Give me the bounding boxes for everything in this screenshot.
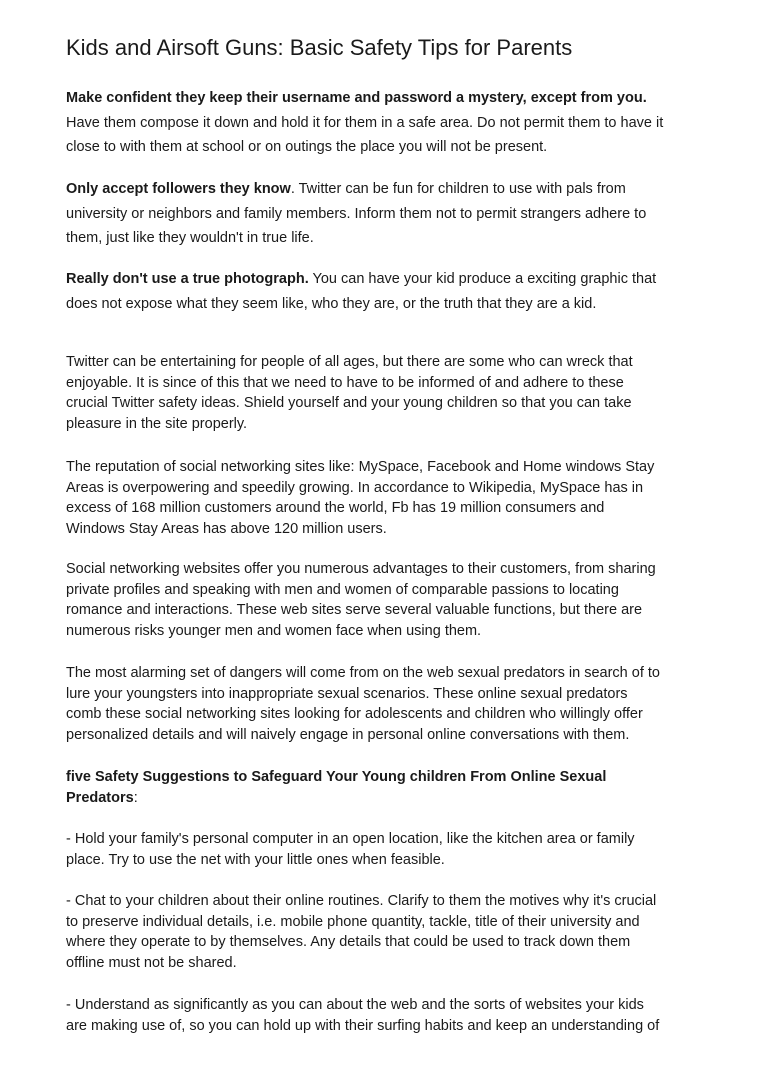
suggestions-heading-suffix: :	[133, 789, 138, 806]
body-paragraph: The most alarming set of dangers will come from on the web sexual predators in search of to lure your youngsters into inappropriate sexual scenarios. These online sexual predators comb these social networking sites looking for adolescents and children who willingly offer personalized details and will naively engage in personal online conversations with them.	[66, 665, 660, 743]
body-paragraph: The reputation of social networking sites like: MySpace, Facebook and Home windows Stay Areas is overpowering and speedily growing. In accordance to Wikipedia, MySpace has in excess of 168 million customers around the world, Fb has 19 million consumers and Windows Stay Areas has above 120 million users.	[66, 459, 655, 537]
suggestions-heading-text: five Safety Suggestions to Safeguard Your Young children From Online Sexual Predators	[66, 769, 607, 806]
tip-paragraph	[66, 86, 712, 160]
suggestion-item: - Chat to your children about their online routines. Clarify to them the motives why it's crucial to preserve individual details, i.e. mobile phone quantity, tackle, title of their university and where they operate to by themselves. Any details that could be used to track down them offline must not be shared.	[66, 893, 657, 971]
tip-body: Have them compose it down and hold it for them in a safe area. Do not permit them to have it close to with them at school or on outings the place you will not be present.	[66, 114, 664, 155]
tip-paragraph	[66, 177, 712, 251]
body-paragraph: Twitter can be entertaining for people of all ages, but there are some who can wreck that enjoyable. It is since of this that we need to have to be informed of and adhere to these crucial Twitter safety ideas. Shield yourself and your young children so that you can take pleasure in the site properly.	[66, 354, 633, 432]
suggestion-item: - Hold your family's personal computer in an open location, like the kitchen area or family place. Try to use the net with your little ones when feasible.	[66, 831, 635, 868]
tip-heading: Make confident they keep their username and password a mystery, except from you.	[66, 90, 647, 106]
tip-body: You can have your kid produce a exciting graphic that does not expose what they seem like, who they are, or the truth that they are a kid.	[66, 271, 657, 312]
body-paragraph: Social networking websites offer you numerous advantages to their customers, from sharing private profiles and speaking with men and women of comparable passions to locating romance and interactions. These web sites serve several valuable functions, but there are numerous risks younger men and women face when using them.	[66, 561, 656, 639]
tip-heading: Only accept followers they know	[66, 181, 291, 197]
tip-paragraph	[66, 267, 712, 316]
suggestion-item: - Understand as significantly as you can about the web and the sorts of websites your kids are making use of, so you can hold up with their surfing habits and keep an understanding of	[66, 997, 660, 1034]
suggestions-heading	[66, 767, 712, 808]
document-title: Kids and Airsoft Guns: Basic Safety Tips for Parents	[66, 35, 573, 60]
tip-heading: Really don't use a true photograph.	[66, 271, 309, 287]
tip-body: . Twitter can be fun for children to use with pals from university or neighbors and family members. Inform them not to permit strangers adhere to them, just like they wouldn't in true life.	[66, 181, 647, 246]
